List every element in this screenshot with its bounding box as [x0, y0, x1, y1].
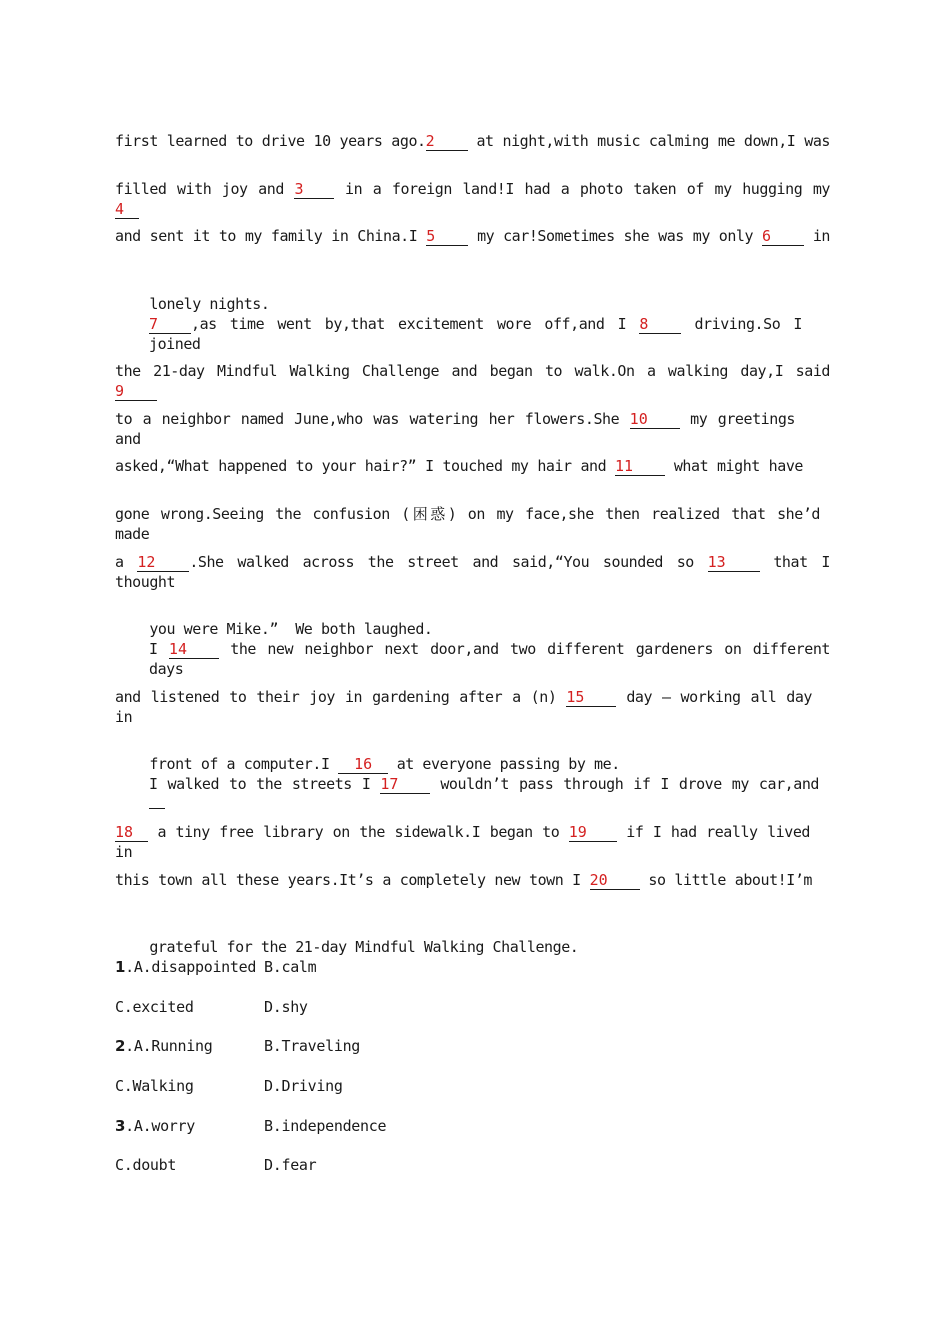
question-2-option-c[interactable]: C.Walking	[115, 1077, 194, 1095]
question-number: 1	[115, 958, 126, 976]
blank-7[interactable]: 7	[149, 315, 191, 334]
passage-line: you were Mike.” We both laughed.	[149, 620, 433, 638]
blank-6[interactable]: 6	[762, 227, 804, 246]
question-1-option-b[interactable]: B.calm	[264, 958, 317, 976]
passage-line: grateful for the 21-day Mindful Walking Challenge.	[149, 938, 579, 956]
question-number: 2	[115, 1037, 126, 1055]
blank-18[interactable]: 18	[115, 823, 148, 842]
blank-16[interactable]: 16	[338, 755, 388, 774]
blank-18-start[interactable]	[149, 808, 165, 809]
passage-line: asked,“What happened to your hair?” I touched my hair and 11 what might have	[115, 457, 804, 475]
passage-line: 18 a tiny free library on the sidewalk.I began to 19 if I had really lived in	[115, 823, 810, 861]
blank-17[interactable]: 17	[380, 775, 430, 794]
passage-line: filled with joy and 3 in a foreign land!I had a photo taken of my hugging my 4	[115, 180, 830, 218]
blank-11[interactable]: 11	[615, 457, 665, 476]
blank-5[interactable]: 5	[426, 227, 468, 246]
passage-line: a 12 .She walked across the street and said,“You sounded so 13 that I thought	[115, 553, 830, 591]
passage-line: gone wrong.Seeing the confusion (困惑) on my face,she then realized that she’d made	[115, 505, 820, 543]
passage-line: first learned to drive 10 years ago.2 at night,with music calming me down,I was	[115, 132, 830, 150]
question-3-option-c[interactable]: C.doubt	[115, 1156, 177, 1174]
passage-line: front of a computer.I 16 at everyone passing by me.	[149, 755, 620, 773]
question-1-option-c[interactable]: C.excited	[115, 998, 194, 1016]
question-2-option-b[interactable]: B.Traveling	[264, 1037, 361, 1055]
passage-line: 7 ,as time went by,that excitement wore off,and I 8 driving.So I joined	[149, 315, 802, 353]
blank-20[interactable]: 20	[590, 871, 640, 890]
blank-14[interactable]: 14	[169, 640, 219, 659]
passage-line: and listened to their joy in gardening after a (n) 15 day — working all day in	[115, 688, 813, 726]
blank-2[interactable]: 2	[426, 132, 468, 151]
passage-line: to a neighbor named June,who was watering her flowers.She 10 my greetings and	[115, 410, 795, 448]
blank-4[interactable]: 4	[115, 200, 139, 219]
blank-8[interactable]: 8	[639, 315, 681, 334]
blank-13[interactable]: 13	[708, 553, 760, 572]
question-2-option-d[interactable]: D.Driving	[264, 1077, 343, 1095]
question-3-option-b[interactable]: B.independence	[264, 1117, 387, 1135]
question-1-option-d[interactable]: D.shy	[264, 998, 308, 1016]
blank-10[interactable]: 10	[630, 410, 680, 429]
question-3-option-a[interactable]: 3.A.worry	[115, 1117, 195, 1135]
passage-line: the 21-day Mindful Walking Challenge and began to walk.On a walking day,I said 9	[115, 362, 830, 400]
blank-12[interactable]: 12	[137, 553, 189, 572]
blank-19[interactable]: 19	[569, 823, 617, 842]
passage-line: lonely nights.	[149, 295, 270, 313]
blank-9[interactable]: 9	[115, 382, 157, 401]
question-number: 3	[115, 1117, 126, 1135]
blank-3[interactable]: 3	[294, 180, 334, 199]
passage-line: I walked to the streets I 17 wouldn’t pass through if I drove my car,and	[149, 774, 819, 814]
question-3-option-d[interactable]: D.fear	[264, 1156, 317, 1174]
passage-line: and sent it to my family in China.I 5 my car!Sometimes she was my only 6 in	[115, 227, 830, 245]
question-2-option-a[interactable]: 2.A.Running	[115, 1037, 213, 1055]
blank-15[interactable]: 15	[566, 688, 616, 707]
question-1-option-a[interactable]: 1.A.disappointed	[115, 958, 257, 976]
passage-line: I 14 the new neighbor next door,and two different gardeners on different days	[149, 640, 830, 678]
passage-line: this town all these years.It’s a completely new town I 20 so little about!I’m	[115, 871, 812, 889]
